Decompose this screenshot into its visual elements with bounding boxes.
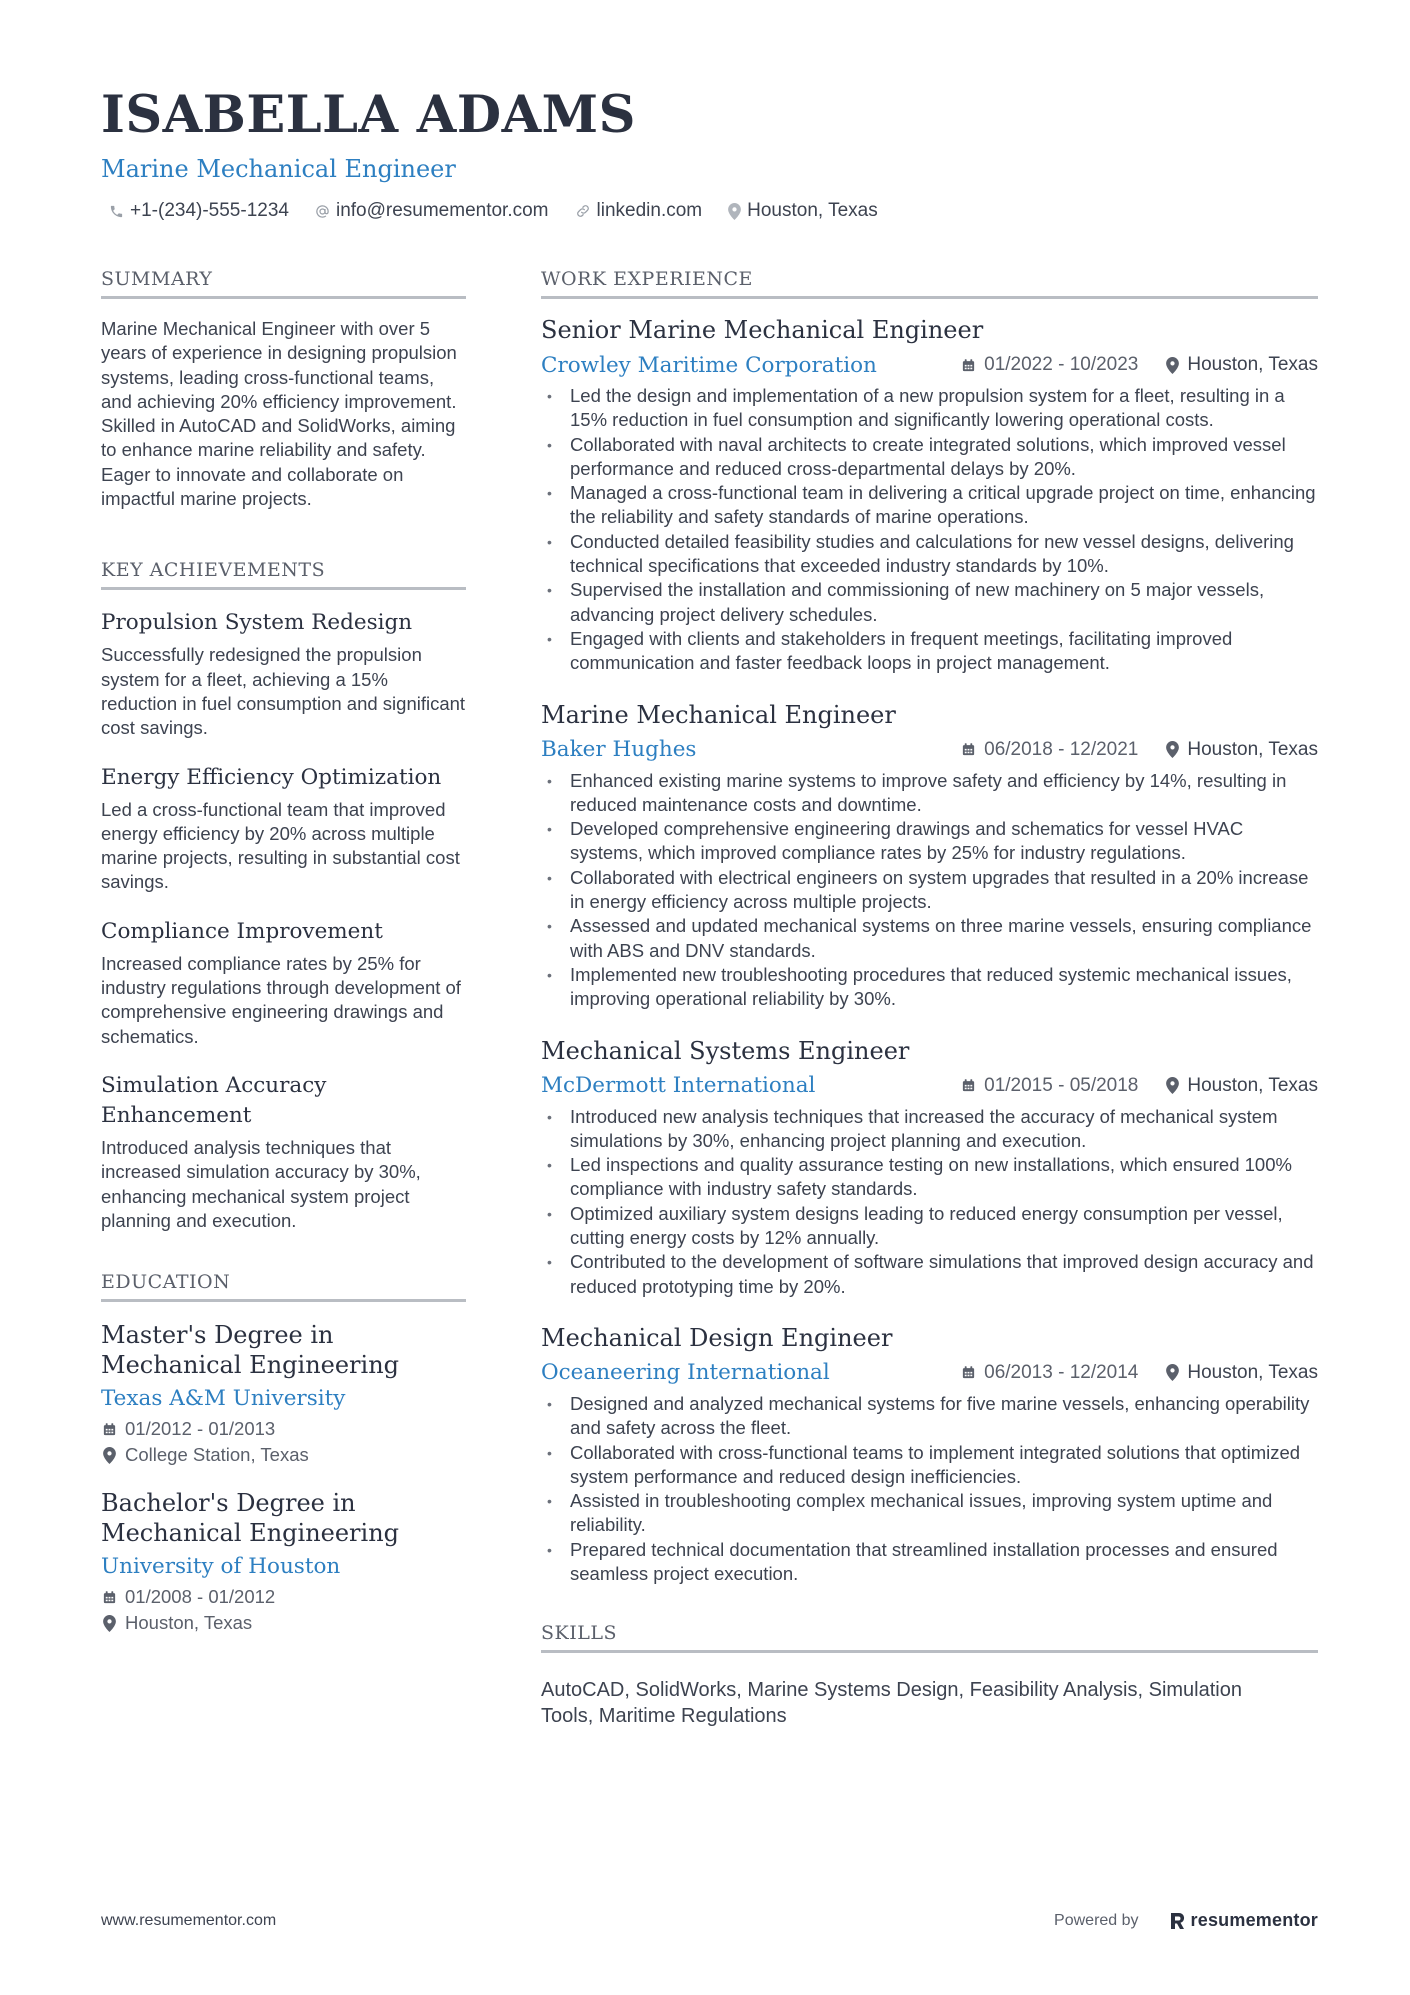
achievement-item bbox=[101, 917, 466, 1049]
job-location-text: Houston, Texas bbox=[1187, 738, 1318, 760]
job-entry bbox=[541, 1321, 1318, 1586]
achievements-list bbox=[101, 608, 466, 1233]
calendar-icon bbox=[961, 1365, 976, 1380]
education-item bbox=[101, 1488, 466, 1636]
email-text: info@resumementor.com bbox=[335, 200, 549, 221]
job-dates-text: 06/2018 - 12/2021 bbox=[984, 738, 1139, 760]
achievement-text: Introduced analysis techniques that increased simulation accuracy by 30%, enhancing mechanical system project planning and execution. bbox=[101, 1136, 421, 1231]
job-dates bbox=[961, 739, 1138, 761]
job-bullet: • Engaged with clients and stakeholders in frequent meetings, facilitating improved communication and faster feedback loops in project management. bbox=[541, 627, 1318, 676]
job-meta-row bbox=[541, 1356, 1318, 1390]
job-bullet: • Introduced new analysis techniques that increased the accuracy of mechanical system simulations by 30%, enhancing project planning and execution. bbox=[541, 1105, 1318, 1154]
contact-email[interactable] bbox=[315, 200, 549, 222]
education-location bbox=[101, 1610, 466, 1636]
education-dates bbox=[101, 1584, 466, 1610]
brand-name: resumementor bbox=[1190, 1910, 1318, 1930]
footer-website-link[interactable]: www.resumementor.com bbox=[101, 1911, 277, 1929]
education-school: University of Houston bbox=[101, 1554, 341, 1580]
phone-text: +1-(234)-555-1234 bbox=[130, 200, 289, 221]
job-bullet: • Collaborated with electrical engineers on system upgrades that resulted in a 20% increase in energy efficiency across multiple projects. bbox=[541, 866, 1318, 915]
job-bullets bbox=[541, 1392, 1318, 1586]
achievement-title: Simulation Accuracy Enhancement bbox=[101, 1072, 327, 1128]
job-meta-row bbox=[541, 1069, 1318, 1103]
map-pin-icon bbox=[101, 1447, 117, 1464]
job-bullet: • Enhanced existing marine systems to improve safety and efficiency by 14%, resulting in reduced maintenance costs and downtime. bbox=[541, 769, 1318, 818]
calendar-icon bbox=[961, 358, 976, 373]
skills-section bbox=[541, 1620, 1318, 1729]
job-bullets bbox=[541, 769, 1318, 1012]
job-bullet: • Managed a cross-functional team in delivering a critical upgrade project on time, enhancing the reliability and safety standards of marine operations. bbox=[541, 481, 1318, 530]
contact-location bbox=[728, 200, 878, 222]
calendar-icon bbox=[961, 742, 976, 757]
job-title: Mechanical Systems Engineer bbox=[541, 1036, 910, 1065]
job-title: Marine Mechanical Engineer bbox=[541, 700, 896, 729]
job-location-text: Houston, Texas bbox=[1187, 1074, 1318, 1096]
job-bullet: • Prepared technical documentation that streamlined installation processes and ensured seamless project execution. bbox=[541, 1538, 1318, 1587]
at-icon bbox=[315, 204, 330, 219]
education-degree: Bachelor's Degree in Mechanical Engineering bbox=[101, 1489, 400, 1548]
experience-section bbox=[541, 266, 1318, 1586]
page-footer bbox=[101, 1910, 1318, 1931]
resume-header bbox=[101, 80, 1310, 222]
calendar-icon bbox=[101, 1590, 117, 1605]
contact-bar bbox=[101, 200, 1310, 222]
education-location-text: Houston, Texas bbox=[125, 1612, 253, 1634]
map-pin-icon bbox=[728, 203, 741, 220]
job-entry bbox=[541, 698, 1318, 1012]
job-bullets bbox=[541, 1105, 1318, 1299]
education-dates-text: 01/2012 - 01/2013 bbox=[125, 1418, 276, 1440]
company-name: McDermott International bbox=[541, 1073, 816, 1099]
education-location-text: College Station, Texas bbox=[125, 1444, 309, 1466]
education-school: Texas A&M University bbox=[101, 1386, 346, 1412]
brand-logo[interactable] bbox=[1169, 1910, 1318, 1931]
company-name: Baker Hughes bbox=[541, 737, 697, 763]
experience-heading: WORK EXPERIENCE bbox=[541, 266, 1318, 299]
job-dates-text: 01/2015 - 05/2018 bbox=[984, 1074, 1139, 1096]
job-bullet: • Implemented new troubleshooting procedures that reduced systemic mechanical issues, improving operational reliability by 30%. bbox=[541, 963, 1318, 1012]
job-meta bbox=[961, 1075, 1318, 1097]
summary-section bbox=[101, 266, 466, 511]
achievements-section bbox=[101, 557, 466, 1233]
education-item bbox=[101, 1320, 466, 1468]
job-bullet: • Led inspections and quality assurance testing on new installations, which ensured 100% compliance with industry safety standards. bbox=[541, 1153, 1318, 1202]
job-bullet: • Optimized auxiliary system designs leading to reduced energy consumption per vessel, cutting energy costs by 12% annually. bbox=[541, 1202, 1318, 1251]
achievement-title: Energy Efficiency Optimization bbox=[101, 764, 442, 790]
job-meta bbox=[961, 354, 1318, 376]
company-name: Oceaneering International bbox=[541, 1360, 830, 1386]
job-bullet: • Led the design and implementation of a new propulsion system for a fleet, resulting in a 15% reduction in fuel consumption and significantly lowering operational costs. bbox=[541, 384, 1318, 433]
achievement-item bbox=[101, 763, 466, 895]
resumementor-logo-icon bbox=[1169, 1911, 1185, 1931]
job-location bbox=[1166, 1075, 1318, 1097]
job-dates-text: 06/2013 - 12/2014 bbox=[984, 1361, 1139, 1383]
job-bullet: • Contributed to the development of software simulations that improved design accuracy and reduced prototyping time by 20%. bbox=[541, 1250, 1318, 1299]
education-location bbox=[101, 1442, 466, 1468]
job-bullet: • Assessed and updated mechanical systems on three marine vessels, ensuring compliance with ABS and DNV standards. bbox=[541, 914, 1318, 963]
skills-heading: SKILLS bbox=[541, 1620, 1318, 1653]
location-text: Houston, Texas bbox=[747, 200, 878, 221]
education-heading: EDUCATION bbox=[101, 1269, 466, 1302]
achievement-text: Successfully redesigned the propulsion system for a fleet, achieving a 15% reduction in fuel consumption and significant cost savings. bbox=[101, 644, 466, 739]
job-meta bbox=[961, 1362, 1318, 1384]
education-list bbox=[101, 1320, 466, 1636]
summary-heading: SUMMARY bbox=[101, 266, 466, 299]
job-bullets bbox=[541, 384, 1318, 676]
powered-by-label: Powered by bbox=[1054, 1911, 1139, 1929]
job-bullet: • Developed comprehensive engineering drawings and schematics for vessel HVAC systems, which improved compliance rates by 25% for industry regulations. bbox=[541, 817, 1318, 866]
job-bullet: • Conducted detailed feasibility studies and calculations for new vessel designs, delivering technical specifications that exceeded industry standards by 10%. bbox=[541, 530, 1318, 579]
job-location-text: Houston, Texas bbox=[1187, 354, 1318, 375]
right-column bbox=[541, 266, 1318, 1729]
education-degree: Master's Degree in Mechanical Engineering bbox=[101, 1321, 400, 1380]
education-dates bbox=[101, 1416, 466, 1442]
job-location bbox=[1166, 354, 1318, 376]
job-location bbox=[1166, 739, 1318, 761]
achievement-text: Led a cross-functional team that improved energy efficiency by 20% across multiple marine projects, resulting in substantial cost savings. bbox=[101, 798, 460, 893]
job-bullet: • Supervised the installation and commissioning of new machinery on 5 major vessels, advancing project delivery schedules. bbox=[541, 578, 1318, 627]
summary-text: Marine Mechanical Engineer with over 5 years of experience in designing propulsion systems, leading cross-functional teams, and achieving 20% efficiency improvement. Skilled in AutoCAD and SolidWorks, aiming to enhance marine reliability and safety. Eager to innovate and collaborate on impactful marine projects. bbox=[101, 318, 457, 510]
job-bullet: • Assisted in troubleshooting complex mechanical issues, improving system uptime and reliability. bbox=[541, 1489, 1318, 1538]
education-section bbox=[101, 1269, 466, 1636]
job-dates-text: 01/2022 - 10/2023 bbox=[984, 354, 1139, 375]
achievement-title: Propulsion System Redesign bbox=[101, 610, 413, 636]
job-location-text: Houston, Texas bbox=[1187, 1361, 1318, 1383]
job-meta-row bbox=[541, 348, 1318, 382]
job-dates bbox=[961, 354, 1138, 376]
job-meta bbox=[961, 739, 1318, 761]
contact-phone bbox=[109, 200, 289, 222]
calendar-icon bbox=[961, 1078, 976, 1093]
contact-linkedin[interactable] bbox=[575, 200, 703, 222]
job-dates bbox=[961, 1075, 1138, 1097]
achievement-item bbox=[101, 608, 466, 740]
calendar-icon bbox=[101, 1422, 117, 1437]
company-name: Crowley Maritime Corporation bbox=[541, 352, 877, 378]
link-icon bbox=[575, 203, 591, 219]
job-meta-row bbox=[541, 733, 1318, 767]
skills-text: AutoCAD, SolidWorks, Marine Systems Design, Feasibility Analysis, Simulation Tools, Maritime Regulations bbox=[541, 1679, 1242, 1728]
job-title: Mechanical Design Engineer bbox=[541, 1323, 893, 1352]
map-pin-icon bbox=[1166, 741, 1179, 758]
job-title: Senior Marine Mechanical Engineer bbox=[541, 316, 984, 344]
job-bullet: • Designed and analyzed mechanical systems for five marine vessels, enhancing operability and safety across the fleet. bbox=[541, 1392, 1318, 1441]
map-pin-icon bbox=[1166, 1077, 1179, 1094]
job-bullet: • Collaborated with cross-functional teams to implement integrated solutions that optimized system performance and reduced design inefficiencies. bbox=[541, 1441, 1318, 1490]
achievement-item bbox=[101, 1071, 466, 1233]
job-location bbox=[1166, 1362, 1318, 1384]
job-entry bbox=[541, 313, 1318, 676]
education-dates-text: 01/2008 - 01/2012 bbox=[125, 1586, 276, 1608]
achievement-title: Compliance Improvement bbox=[101, 918, 383, 944]
map-pin-icon bbox=[1166, 357, 1179, 374]
achievements-heading: KEY ACHIEVEMENTS bbox=[101, 557, 466, 590]
candidate-role: Marine Mechanical Engineer bbox=[101, 155, 456, 183]
job-dates bbox=[961, 1362, 1138, 1384]
job-bullet: • Collaborated with naval architects to create integrated solutions, which improved vessel performance and reduced cross-departmental delays by 20%. bbox=[541, 433, 1318, 482]
achievement-text: Increased compliance rates by 25% for industry regulations through development of comprehensive engineering drawings and schematics. bbox=[101, 952, 461, 1047]
job-entry bbox=[541, 1034, 1318, 1299]
candidate-name: ISABELLA ADAMS bbox=[101, 85, 636, 145]
linkedin-text: linkedin.com bbox=[596, 200, 703, 221]
map-pin-icon bbox=[1166, 1364, 1179, 1381]
map-pin-icon bbox=[101, 1615, 117, 1632]
job-list bbox=[541, 313, 1318, 1586]
left-column bbox=[101, 266, 466, 1656]
phone-icon bbox=[109, 204, 124, 219]
